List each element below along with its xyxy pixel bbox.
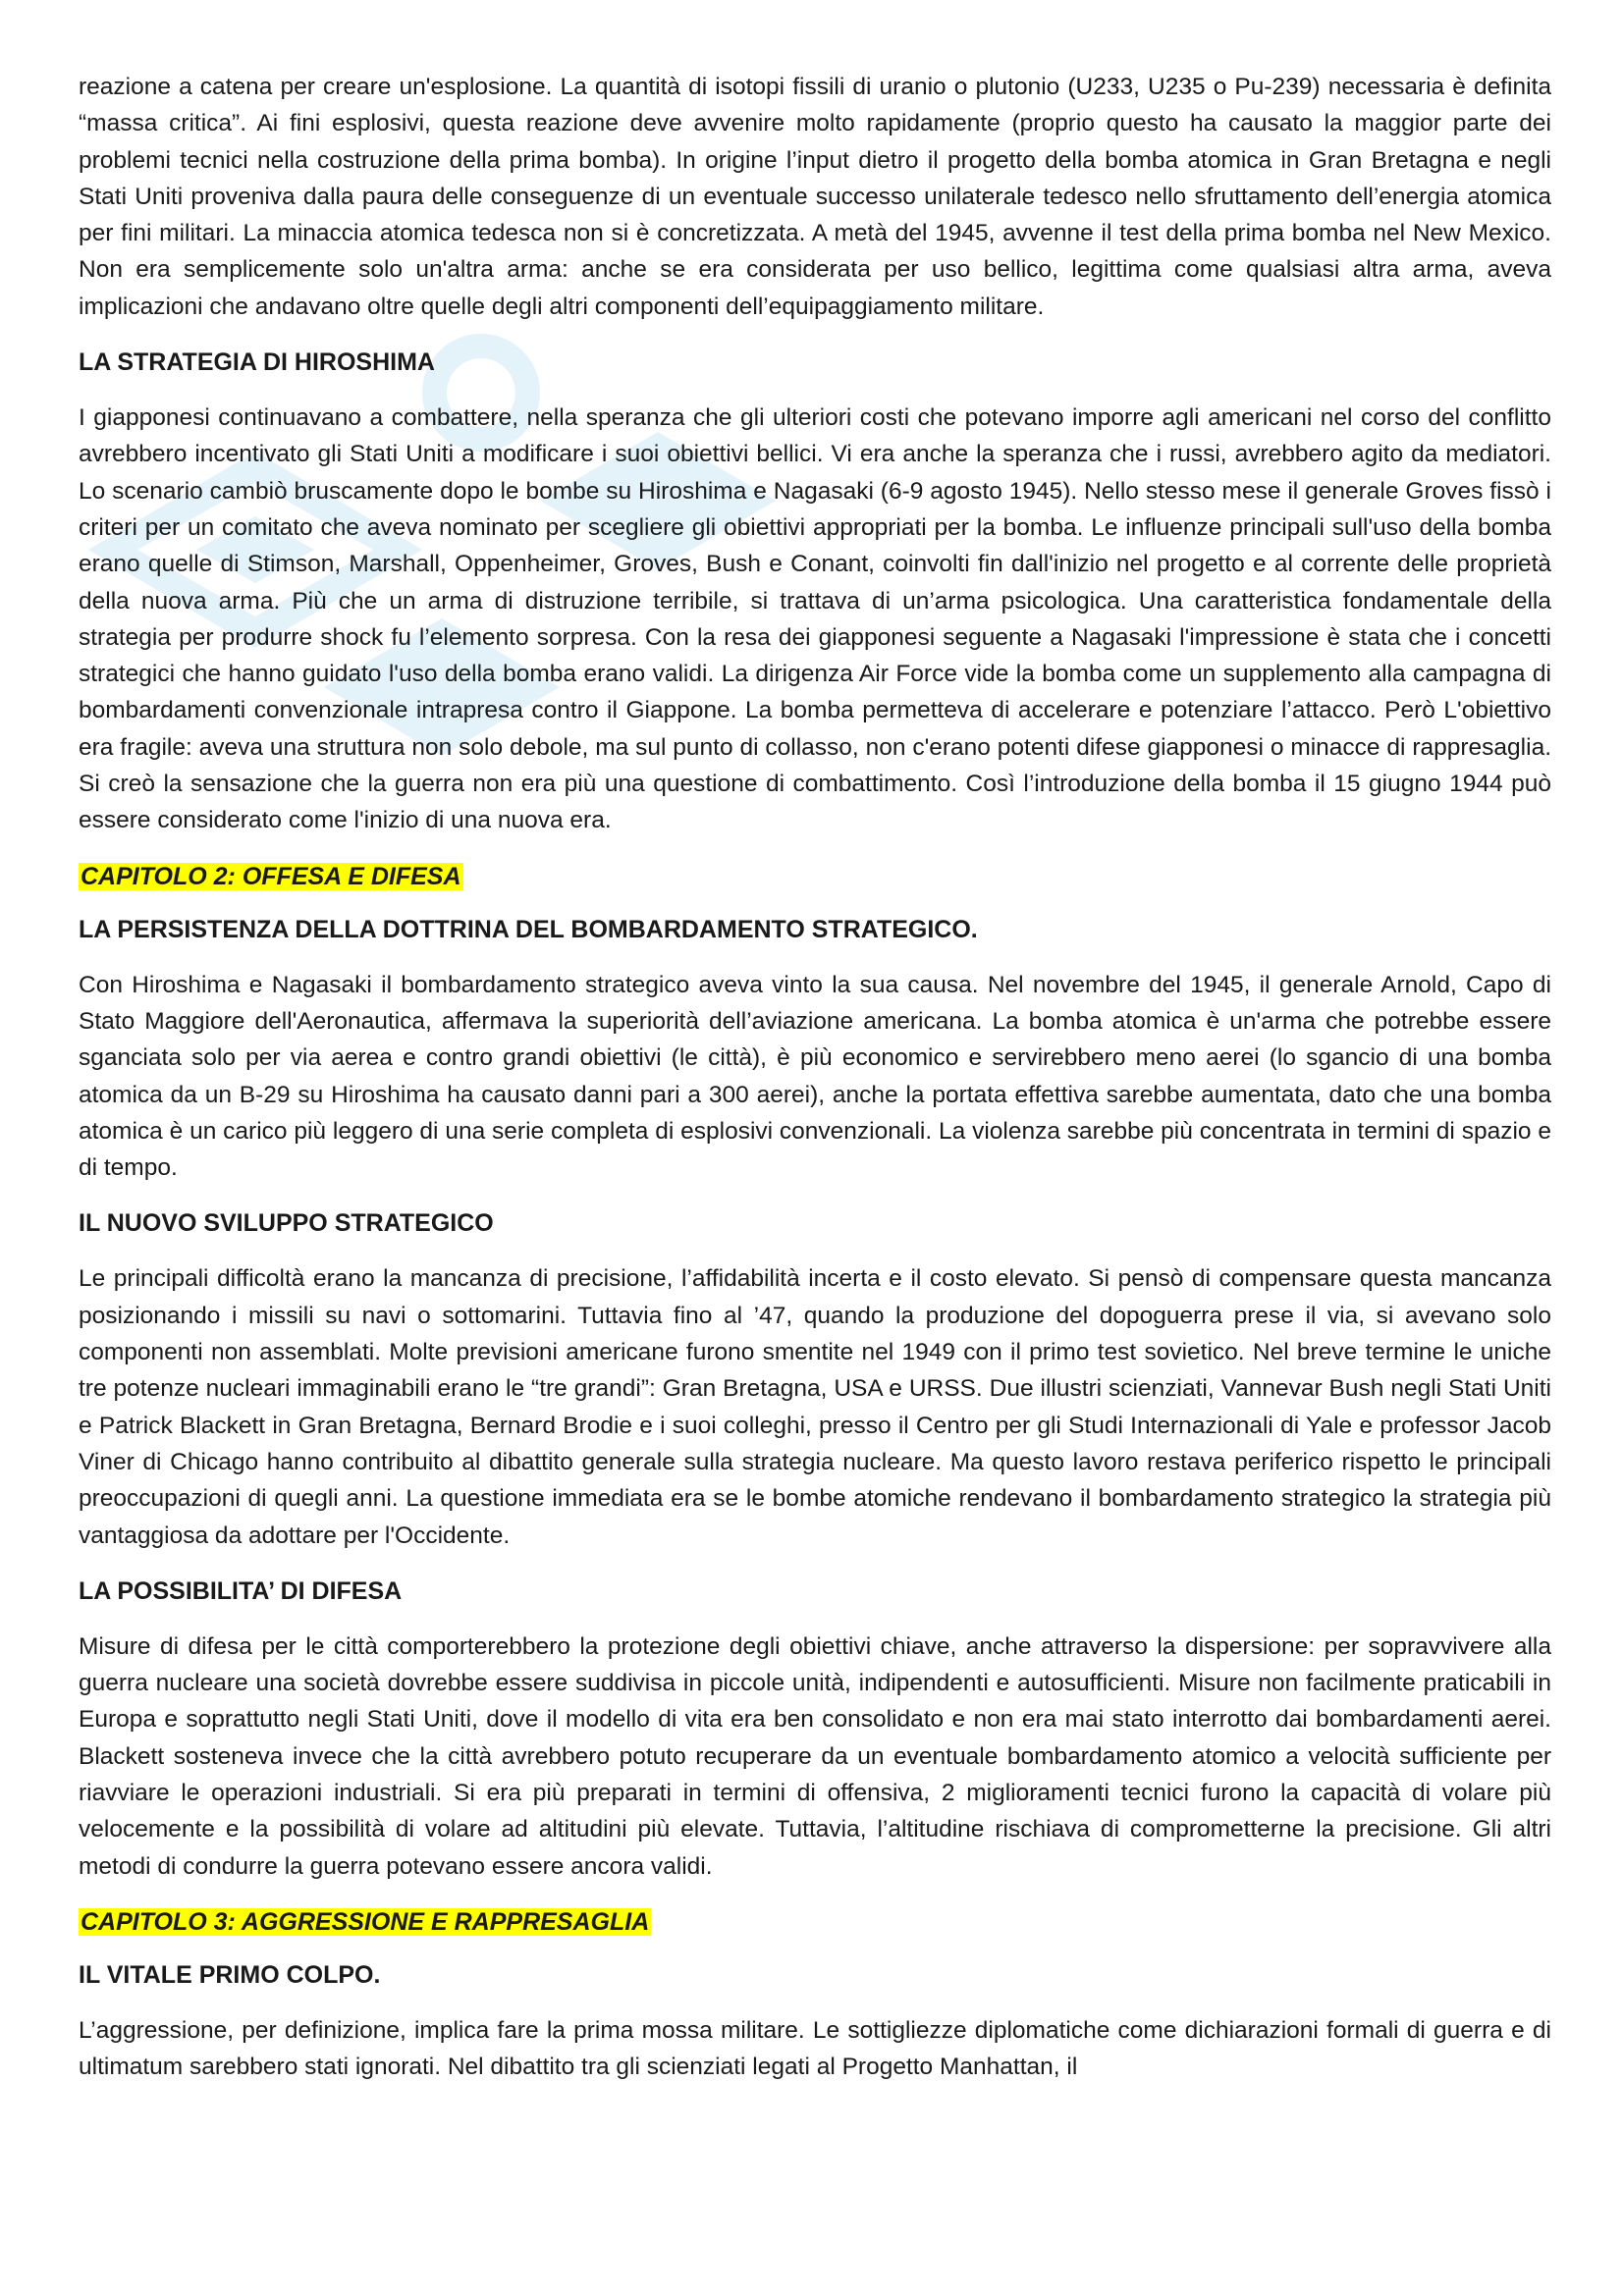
chapter-3-highlight: CAPITOLO 3: AGGRESSIONE E RAPPRESAGLIA <box>81 1907 650 1936</box>
heading-strategia-hiroshima: LA STRATEGIA DI HIROSHIMA <box>79 348 435 377</box>
paragraph-primo-colpo: L’aggressione, per definizione, implica fare la prima mossa militare. Le sottigliezze diplomatiche come dichiarazioni formali di guerra e di ultimatum sarebbero stati ignorati. Nel dibattito tra gli scienziati legati al Progetto Manhattan, il <box>79 2016 1551 2081</box>
chapter-2-highlight: CAPITOLO 2: OFFESA E DIFESA <box>81 862 461 890</box>
paragraph-sviluppo: Le principali difficoltà erano la mancanza di precisione, l’affidabilità incerta e il costo elevato. Si pensò di compensare questa mancanza posizionando i missili su navi o sottomarini. Tuttavia fino al ’47, quando la produzione del dopoguerra prese il via, si avevano solo componenti non assemblati. Molte previsioni americane furono smentite nel 1949 con il primo test sovietico. Nel breve termine le uniche tre potenze nucleari immaginabili erano le “tre grandi”: Gran Bretagna, USA e URSS. Due illustri scienziati, Vannevar Bush negli Stati Uniti e Patrick Blackett in Gran Bretagna, Bernard Brodie e i suoi colleghi, presso il Centro per gli Studi Internazionali di Yale e professor Jacob Viner di Chicago hanno contribuito al dibattito generale sulla strategia nucleare. Ma questo lavoro restava periferico rispetto le principali preoccupazioni di quegli anni. La questione immediata era se le bombe atomiche rendevano il bombardamento strategico la strategia più vantaggiosa da adottare per l'Occidente. <box>79 1265 1551 1549</box>
paragraph-persistenza: Con Hiroshima e Nagasaki il bombardamento strategico aveva vinto la sua causa. Nel novembre del 1945, il generale Arnold, Capo di Stato Maggiore dell'Aeronautica, affermava la superiorità dell’aviazione americana. La bomba atomica è un'arma che potrebbe essere sganciata solo per via aerea e contro grandi obiettivi (le città), è più economico e servirebbero meno aerei (lo sgancio di una bomba atomica da un B-29 su Hiroshima ha causato danni pari a 300 aerei), anche la portata effettiva sarebbe aumentata, dato che una bomba atomica è un carico più leggero di una serie completa di esplosivi convenzionali. La violenza sarebbe più concentrata in termini di spazio e di tempo. <box>79 971 1551 1182</box>
heading-primo-colpo: IL VITALE PRIMO COLPO. <box>79 1960 381 1989</box>
document-page <box>79 69 1551 2105</box>
paragraph-hiroshima: I giapponesi continuavano a combattere, nella speranza che gli ulteriori costi che potevano imporre agli americani nel corso del conflitto avrebbero incentivato gli Stati Uniti a modificare i suoi obiettivi bellici. Vi era anche la speranza che i russi, avrebbero agito da mediatori. Lo scenario cambiò bruscamente dopo le bombe su Hiroshima e Nagasaki (6-9 agosto 1945). Nello stesso mese il generale Groves fissò i criteri per un comitato che aveva nominato per scegliere gli obiettivi appropriati per la bomba. Le influenze principali sull'uso della bomba erano quelle di Stimson, Marshall, Oppenheimer, Groves, Bush e Conant, coinvolti fin dall'inizio nel progetto e al corrente delle proprietà della nuova arma. Più che un arma di distruzione terribile, si trattava di un’arma psicologica. Una caratteristica fondamentale della strategia per produrre shock fu l’elemento sorpresa. Con la resa dei giapponesi seguente a Nagasaki l'impressione è stata che i concetti strategici che hanno guidato l'uso della bomba erano validi. La dirigenza Air Force vide la bomba come un supplemento alla campagna di bombardamenti convenzionale intrapresa contro il Giappone. La bomba permetteva di accelerare e potenziare l’attacco. Però L'obiettivo era fragile: aveva una struttura non solo debole, ma sul punto di collasso, non c'erano potenti difese giapponesi o minacce di rappresaglia. Si creò la sensazione che la guerra non era più una questione di combattimento. Così l’introduzione della bomba il 15 giugno 1944 può essere considerato come l'inizio di una nuova era. <box>79 404 1551 834</box>
heading-nuovo-sviluppo: IL NUOVO SVILUPPO STRATEGICO <box>79 1209 494 1238</box>
heading-possibilita-difesa: LA POSSIBILITA’ DI DIFESA <box>79 1576 403 1605</box>
chapter-3-title <box>79 1904 1551 1940</box>
paragraph-difesa: Misure di difesa per le città comporterebbero la protezione degli obiettivi chiave, anche attraverso la dispersione: per sopravvivere alla guerra nucleare una società dovrebbe essere suddivisa in piccole unità, indipendenti e autosufficienti. Misure non facilmente praticabili in Europa e soprattutto negli Stati Uniti, dove il modello di vita era ben consolidato e non era mai stato interrotto dai bombardamenti aerei. Blackett sosteneva invece che la città avrebbero potuto recuperare da un eventuale bombardamento atomico a velocità sufficiente per riavviare le operazioni industriali. Si era più preparati in termini di offensiva, 2 miglioramenti tecnici furono la capacità di volare più velocemente e la possibilità di volare ad altitudini più elevate. Tuttavia, l’altitudine rischiava di comprometterne la precisione. Gli altri metodi di condurre la guerra potevano essere ancora validi. <box>79 1632 1551 1880</box>
heading-persistenza-dottrina: LA PERSISTENZA DELLA DOTTRINA DEL BOMBARDAMENTO STRATEGICO. <box>79 915 978 943</box>
chapter-2-title <box>79 859 1551 894</box>
paragraph-intro: reazione a catena per creare un'esplosione. La quantità di isotopi fissili di uranio o plutonio (U233, U235 o Pu-239) necessaria è definita “massa critica”. Ai fini esplosivi, questa reazione deve avvenire molto rapidamente (proprio questo ha causato la maggior parte dei problemi tecnici nella costruzione della prima bomba). In origine l’input dietro il progetto della bomba atomica in Gran Bretagna e negli Stati Uniti proveniva dalla paura delle conseguenze di un eventuale successo unilaterale tedesco nello sfruttamento dell’energia atomica per fini militari. La minaccia atomica tedesca non si è concretizzata. A metà del 1945, avvenne il test della prima bomba nel New Mexico. Non era semplicemente solo un'altra arma: anche se era considerata per uso bellico, legittima come qualsiasi altra arma, aveva implicazioni che andavano oltre quelle degli altri componenti dell’equipaggiamento militare. <box>79 74 1551 320</box>
